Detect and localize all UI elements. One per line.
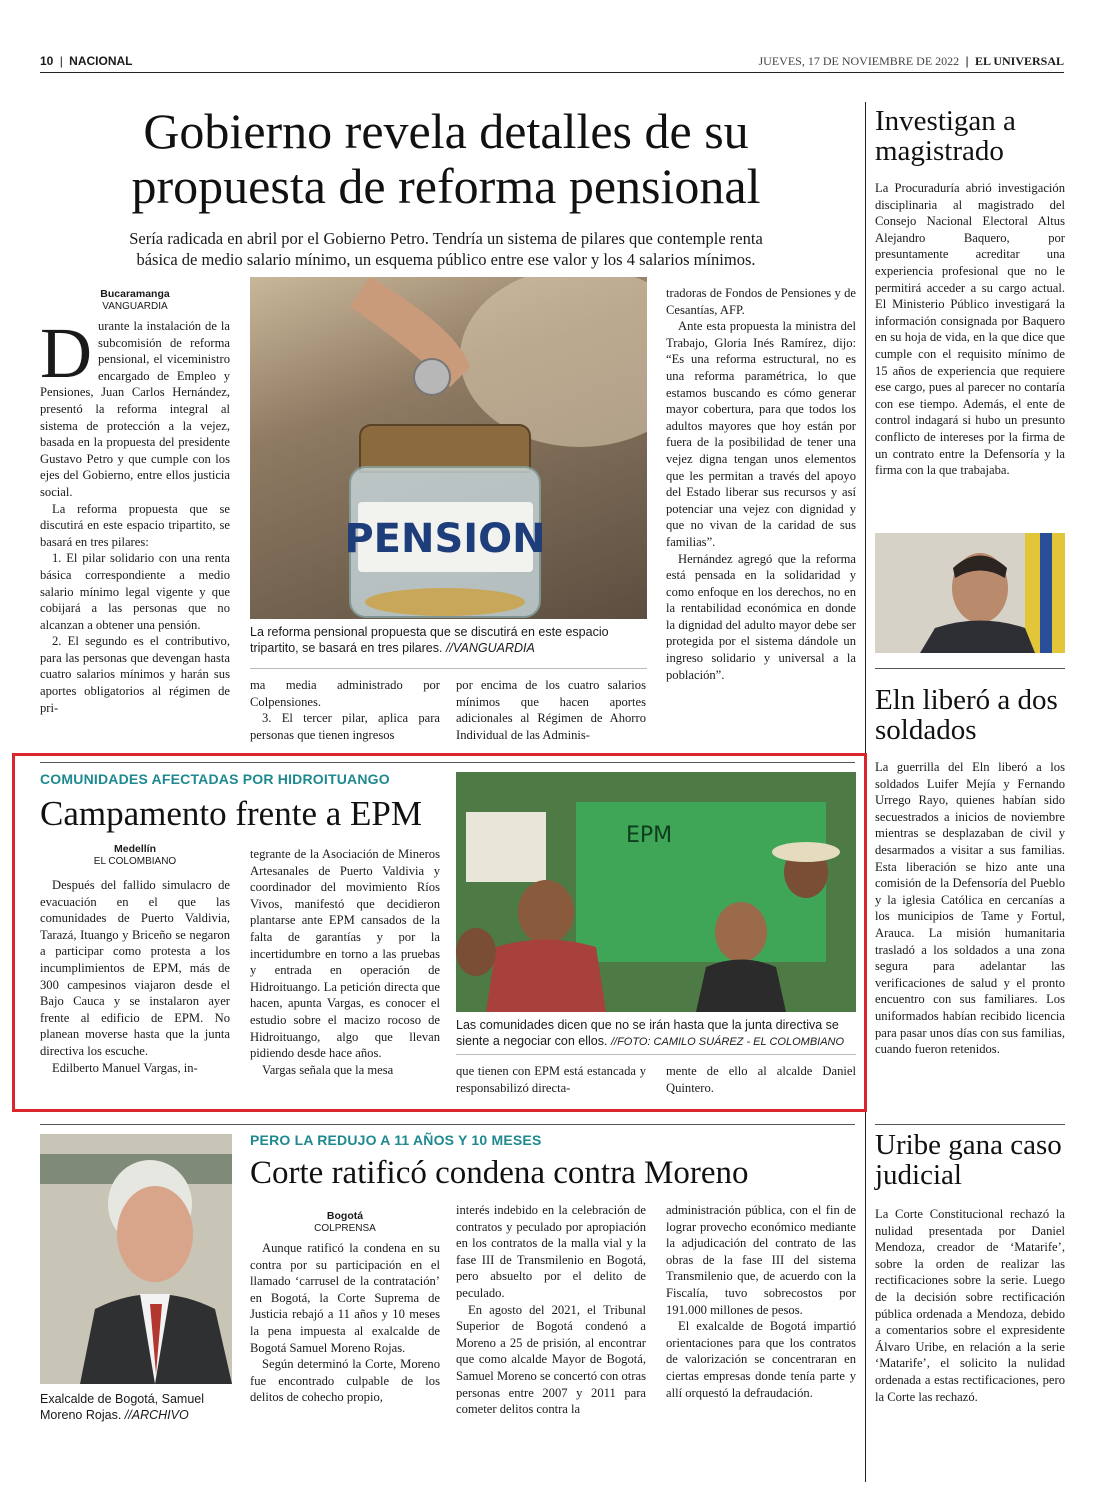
moreno-top-rule — [40, 1124, 855, 1125]
sidebar-title-1: Investigan a magistrado — [875, 105, 1016, 167]
moreno-col-3: administración pública, con el fin de lograr provecho económico mediante la adjudicación del contrato de las obras de la fase III del sistema Transmilenio que, de acuerdo con la Fiscalía, tuvo sobrecostos por 191.000 millones de pesos. El exalcalde de Bogotá impartió orientaciones para que los contratos de valorización se concentraran en ciertas empresas donde tenía parte y allí orquestó la defraudación. — [666, 1203, 856, 1400]
sidebar-rule-1 — [875, 668, 1065, 669]
protest-photo — [456, 772, 856, 1012]
main-photo-caption: La reforma pensional propuesta que se discutirá en este espacio tripartito, se basará en tres pilares. //VANGUARDIA — [250, 625, 609, 655]
main-col-3: por encima de los cuatro salarios mínimos que hacen aportes adicionales al Régimen de Ahorro Individual de las Adminis- — [456, 678, 646, 742]
section-name: NACIONAL — [69, 54, 133, 68]
caption-rule — [250, 668, 647, 669]
pension-jar-illustration — [250, 277, 647, 619]
header-rule — [40, 72, 1064, 73]
epm-byline: Medellín EL COLOMBIANO — [93, 843, 177, 867]
main-col-4: tradoras de Fondos de Pensiones y de Cesantías, AFP. Ante esta propuesta la ministra del Trabajo, Gloria Inés Ramírez, dijo: “Es una reforma estructural, no es una reforma paramétrica, lo que estamos buscando es cómo generar mayor cobertura, para que todos los adultos mayores que hoy están por fuera de la posibilidad de tener una vejez digna tengan unos elementos que les permitan a través del apoyo del Estado liberar sus recursos y así potenciar una vejez con dignidad y que no vivan de la caridad de sus familias”. Hernández agregó que la reforma está pensada en la solidaridad y como enfoque en los derechos, no en la rentabilidad económica en donde la dignidad del adulto mayor debe ser protegida por el sistema dándole un ingreso solidario y universal a la población”. — [666, 286, 856, 682]
magistrado-portrait-illustration — [875, 533, 1065, 653]
issue-date: JUEVES, 17 DE NOVIEMBRE DE 2022 — [758, 54, 960, 68]
moreno-byline: Bogotá COLPRENSA — [314, 1210, 376, 1234]
sidebar-text-2: La guerrilla del Eln liberó a los soldados Luifer Mejía y Fernando Urrego Rayo, quienes habían sido secuestrados a inicios de noviembre mientras se desplazaban de civil y desarmados a visitar a sus familias. Esta liberación se hizo ante una comisión de la Defensoría del Pueblo y la iglesia Católica en cercanías a los municipios de Tame y Fortul, Arauca. La misión humanitaria trasladó a los soldados a una zona segura para adelantar las verificaciones de salud y el pronto encuentro con sus familiares. Los uniformados habían recibido licencia para pasar unos días con sus familias, cuando fueron retenidos. — [875, 760, 1065, 1057]
main-headline: Gobierno revela detalles de su propuesta de reforma pensional — [131, 103, 761, 214]
sidebar-text-1: La Procuraduría abrió investigación disciplinaria al magistrado del Consejo Nacional Electoral Altus Alejandro Baquero, por presuntamente acreditar una experiencia profesional que no le permitirá acceder a su cargo actual. El Ministerio Público investigará la información consignada por Baquero en su hoja de vida, en la que dice que cumple con el requisito mínimo de 15 años de experiencia que requiere ese cargo, pues al parecer no contaría con ese tiempo. Además, el ente de control indagará si hubo un presunto conflicto de intereses por la firma de un contrato entre la Defensoría y la firma con la que trabajaba. — [875, 181, 1065, 478]
epm-col-4: mente de ello al alcalde Daniel Quintero. — [666, 1064, 856, 1095]
moreno-portrait-illustration — [40, 1134, 232, 1384]
main-col-2: ma media administrado por Colpensiones. 3. El tercer pilar, aplica para personas que tienen ingresos — [250, 678, 440, 742]
epm-photo-caption: Las comunidades dicen que no se irán hasta que la junta directiva se siente a negociar con ellos. //FOTO: CAMILO SUÁREZ - EL COLOMBIANO — [456, 1018, 845, 1048]
protest-sign-text: EPM — [626, 823, 673, 848]
protest-illustration — [456, 772, 856, 1012]
jar-label: PENSION — [344, 516, 546, 562]
epm-col-1: Después del fallido simulacro de evacuación en el que las comunidades de Puerto Valdivia, Tarazá, Ituango y Briceño se negaron a participar como protesta a los incumplimientos de EPM, más de 300 campesinos viajaron desde el Bajo Cauca y se instalaron ayer frente al edificio de EPM. No planean moverse hasta que la junta directiva los escuche. Edilberto Manuel Vargas, in- — [40, 878, 230, 1075]
moreno-col-1: Aunque ratificó la condena en su contra por su participación en el llamado ‘carrusel de la contratación’ en Bogotá, la Corte Suprema de Justicia rebajó a 11 años y 10 meses la pena impuesta al exalcalde de Bogotá Samuel Moreno Rojas. Según determinó la Corte, Moreno fue encontrado culpable de los delitos de cohecho propio, — [250, 1241, 440, 1405]
epm-headline: Campamento frente a EPM — [40, 794, 422, 833]
main-deck: Sería radicada en abril por el Gobierno Petro. Tendría un sistema de pilares que contemple renta básica de medio salario mínimo, un esquema público entre ese valor y los 4 salarios mínimos. — [129, 229, 763, 269]
sidebar-rule-2 — [875, 1124, 1065, 1125]
epm-caption-rule — [456, 1054, 856, 1055]
moreno-col-2: interés indebido en la celebración de contratos y peculado por apropiación en los contratos de la malla vial y la fase III de Transmilenio en Bogotá, pero absuelto por el delito de peculado. En agosto del 2021, el Tribunal Superior de Bogotá condenó a Moreno a 25 de prisión, al encontrar que como alcalde Mayor de Bogotá, Samuel Moreno se concertó con otras personas entre 2007 y 2011 para cometer delitos contra la — [456, 1203, 646, 1417]
pension-jar-photo — [250, 277, 647, 619]
epm-col-3: que tienen con EPM está estancada y responsabilizó directa- — [456, 1064, 646, 1095]
page-number: 10 — [40, 54, 54, 68]
epm-kicker: COMUNIDADES AFECTADAS POR HIDROITUANGO — [40, 771, 390, 787]
sidebar-title-2: Eln liberó a dos soldados — [875, 684, 1058, 746]
epm-col-2: tegrante de la Asociación de Mineros Artesanales de Puerto Valdivia y coordinador del movimiento Ríos Vivos, manifestó que decidieron plantarse ante EPM cansados de la falta de garantías y por la incertidumbre en torno a las pruebas y entrada en operación de Hidroituango. La petición directa que hacen, apunta Vargas, es conocer el estudio sobre el macizo rocoso de Hidroituango, algo que llevan pidiendo desde hace años. Vargas señala que la mesa — [250, 847, 440, 1077]
moreno-photo-caption: Exalcalde de Bogotá, Samuel Moreno Rojas. //ARCHIVO — [40, 1392, 204, 1422]
main-byline: Bucaramanga VANGUARDIA — [100, 288, 170, 312]
page-header: 10 | NACIONAL JUEVES, 17 DE NOVIEMBRE DE 2022 | EL UNIVERSAL — [40, 54, 1064, 68]
dropcap: D — [40, 313, 92, 393]
moreno-photo — [40, 1134, 232, 1384]
sidebar-text-3: La Corte Constitucional rechazó la nulidad presentada por Daniel Mendoza, creador de ‘Matarife’, sobre la orden de realizar las rectificaciones sobre la serie. Luego de la decisión sobre rectificación pública ordenada a Mendoza, debido a comentarios sobre el expresidente Álvaro Uribe, en relación a la serie ‘Matarife’, el solicito la nulidad ordenada a estas rectificaciones, pero la Corte las rechazó. — [875, 1207, 1065, 1404]
magistrado-photo — [875, 533, 1065, 653]
newspaper-name: EL UNIVERSAL — [974, 54, 1064, 68]
main-col-1: Durante la instalación de la subcomisión de reforma pensional, el viceministro encargado de Empleo y Pensiones, Juan Carlos Hernández, presentó la reforma integral al sistema de protección a la vejez, basada en la propuesta del presidente Gustavo Petro y que cumple con los ejes del Gobierno, entre ellos justicia social. La reforma propuesta que se discutirá en este espacio tripartito, se basará en tres pilares: 1. El pilar solidario con una renta básica correspondiente a medio salario mínimo legal vigente y que cobijará a las personas que no alcanzan a obtener una pensión. 2. El segundo es el contributivo, para las personas que devengan hasta cuatro salarios mínimos y harán sus aportes obligatorios al régimen de pri- — [40, 313, 230, 715]
moreno-kicker: PERO LA REDUJO A 11 AÑOS Y 10 MESES — [250, 1132, 542, 1148]
moreno-headline: Corte ratificó condena contra Moreno — [250, 1155, 749, 1191]
epm-top-rule — [40, 762, 855, 763]
sidebar-title-3: Uribe gana caso judicial — [875, 1129, 1062, 1191]
